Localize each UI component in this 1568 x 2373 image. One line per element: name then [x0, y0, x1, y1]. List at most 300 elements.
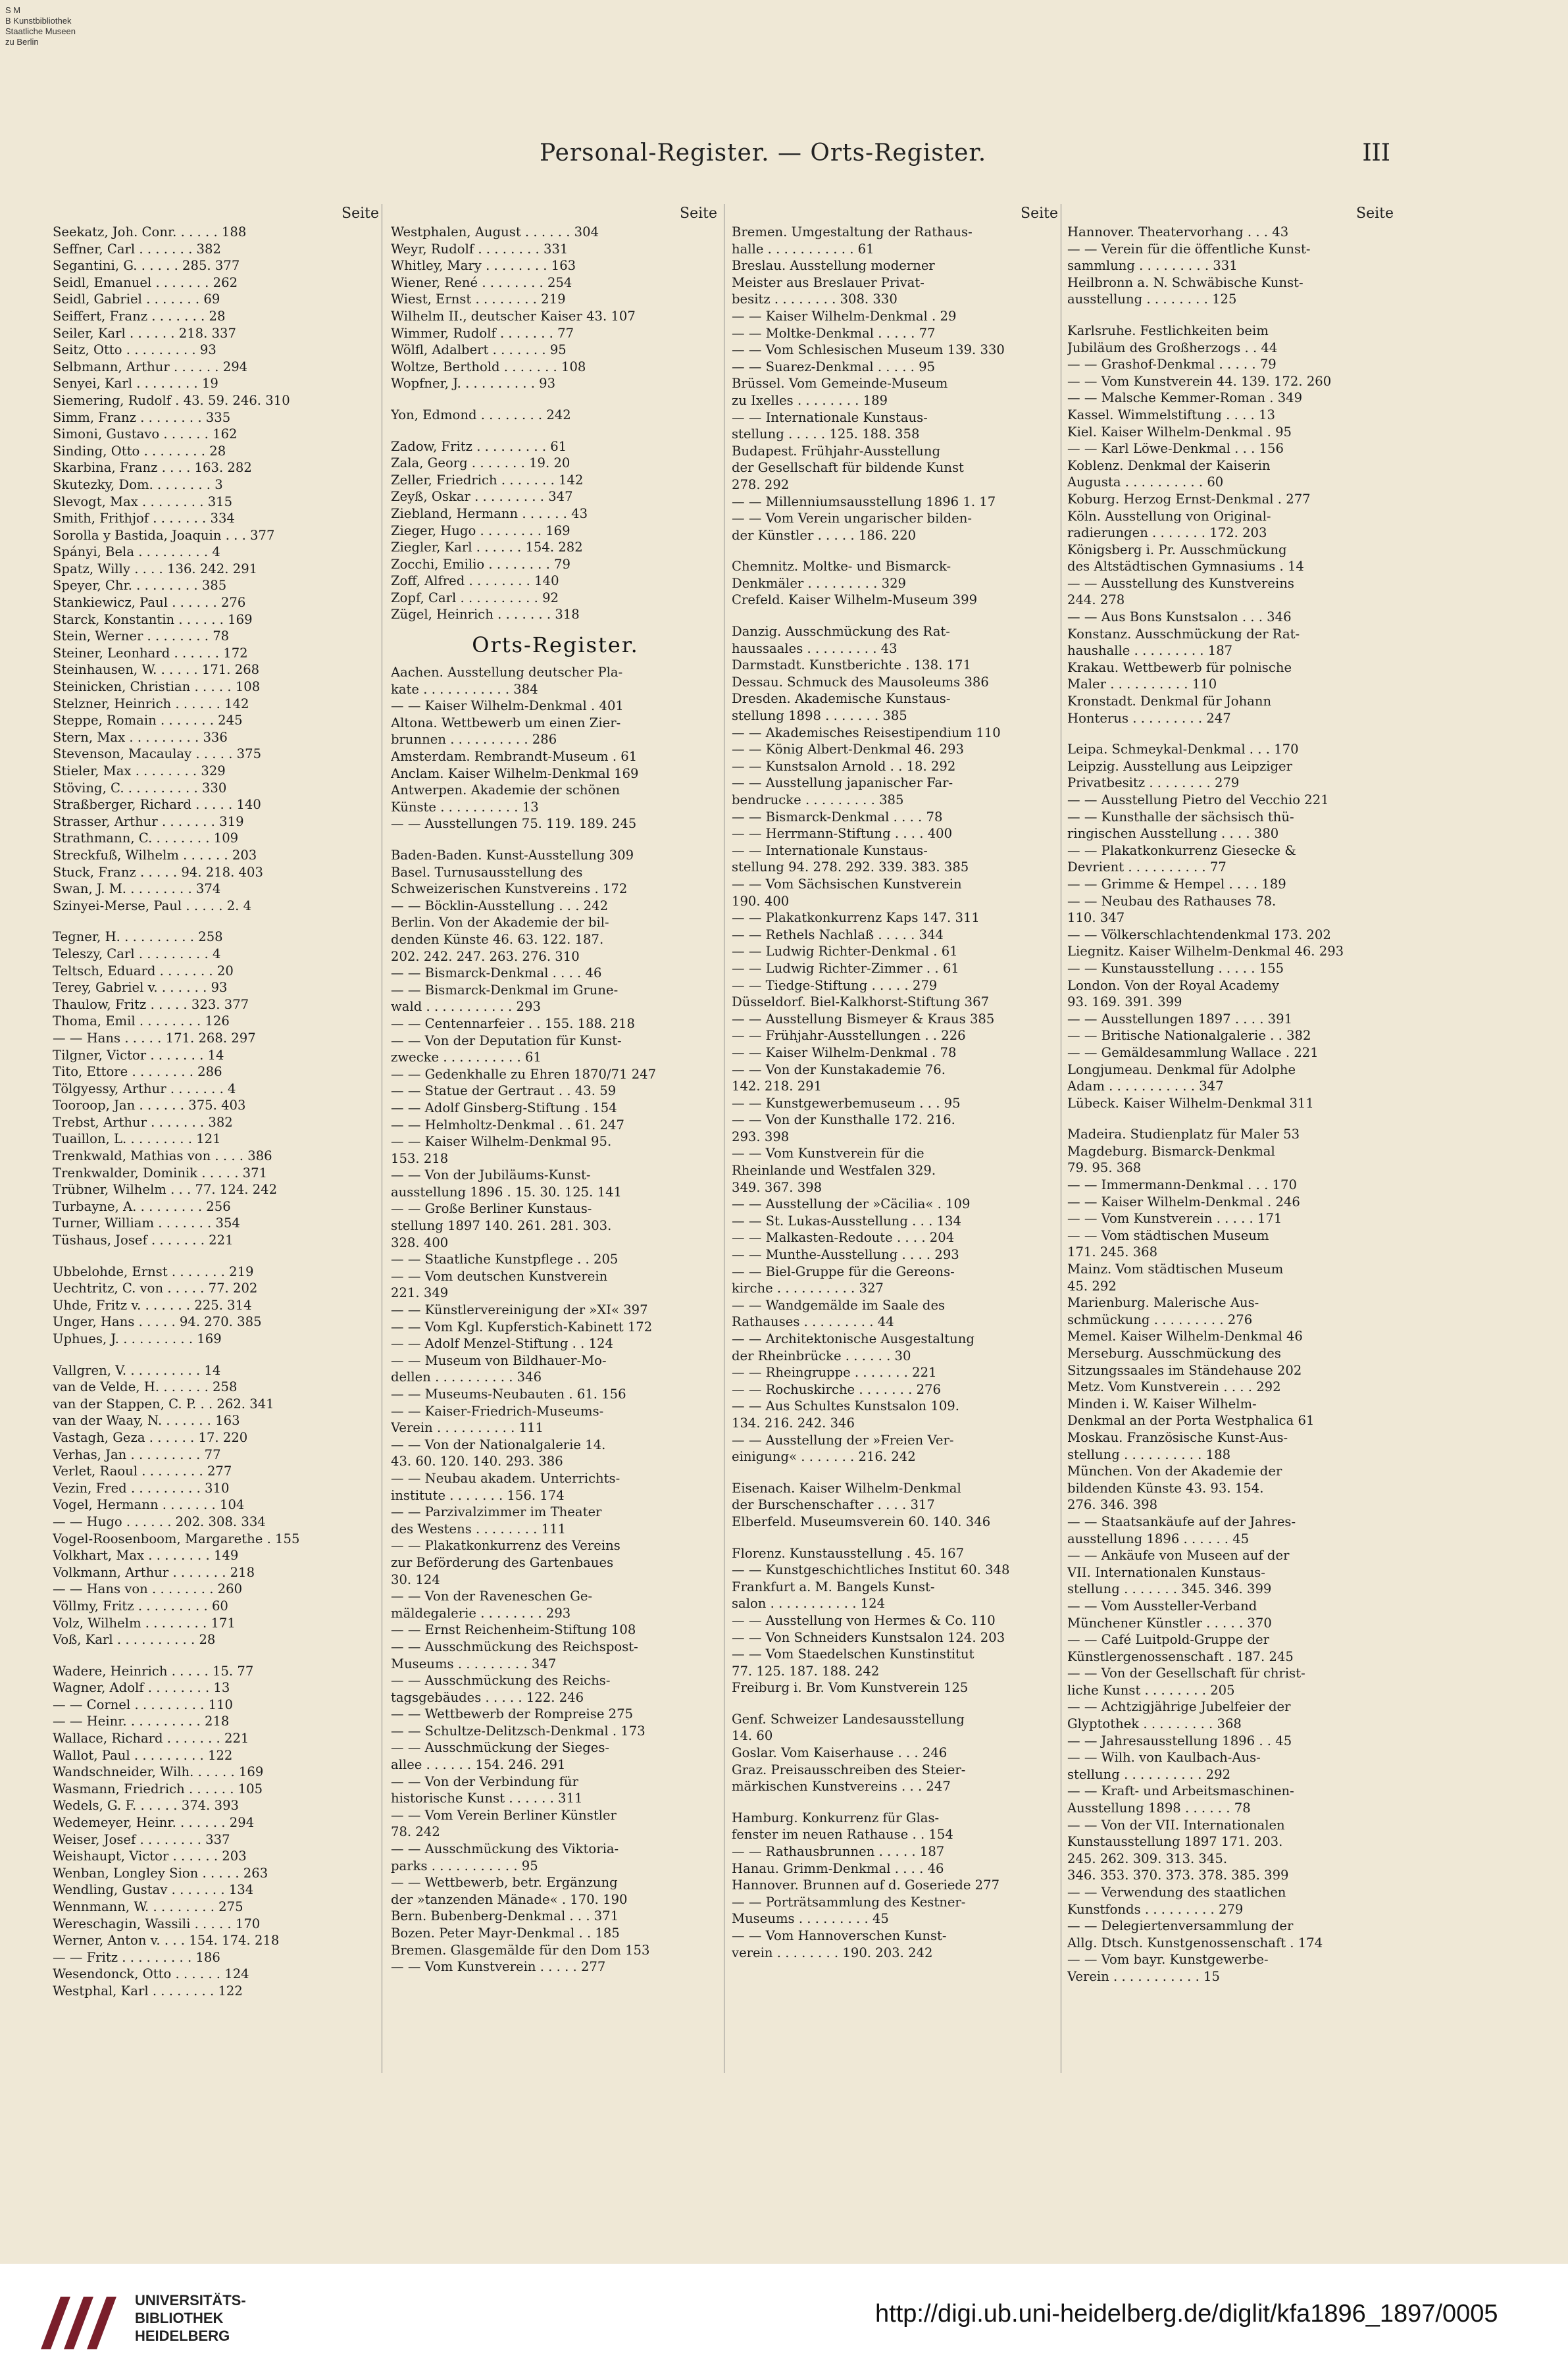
index-entry: — — Millenniumsausstellung 1896 1. 17: [732, 494, 996, 509]
index-entry: institute . . . . . . . 156. 174: [391, 1487, 565, 1503]
index-entry: — — Centennarfeier . . 155. 188. 218: [391, 1015, 635, 1031]
index-entry: 14. 60: [732, 1728, 773, 1744]
index-entry: — — Ankäufe von Museen auf der: [1067, 1548, 1290, 1564]
index-entry: — — Ausstellung japanischer Far-: [732, 775, 953, 791]
index-entry: — — Malsche Kemmer-Roman . 349: [1067, 390, 1303, 406]
index-entry: — — Museums-Neubauten . 61. 156: [391, 1387, 626, 1402]
index-entry: — — Große Berliner Kunstaus-: [391, 1201, 592, 1217]
page-number: III: [1362, 140, 1390, 166]
index-entry: Bremen. Glasgemälde für den Dom 153: [391, 1942, 650, 1958]
index-entry: Elberfeld. Museumsverein 60. 140. 346: [732, 1514, 991, 1529]
index-entry: Sorolla y Bastida, Joaquin . . . 377: [53, 527, 275, 543]
index-entry: — — Schultze-Delitzsch-Denkmal . 173: [391, 1723, 645, 1739]
index-entry: — — Internationale Kunstaus-: [732, 409, 928, 425]
index-entry: Museums . . . . . . . . . 45: [732, 1911, 889, 1927]
index-entry: Baden-Baden. Kunst-Ausstellung 309: [391, 848, 634, 863]
index-entry: — — Vom bayr. Kunstgewerbe-: [1067, 1952, 1269, 1968]
index-entry: — — Ausstellung des Kunstvereins: [1067, 575, 1294, 591]
index-entry: — — Vom städtischen Museum: [1067, 1227, 1269, 1243]
index-entry: — — Vom Kunstverein 44. 139. 172. 260: [1067, 373, 1332, 389]
index-entry: — — Vom Kunstverein . . . . . 277: [391, 1959, 606, 1975]
index-entry: — — Neubau akadem. Unterrichts-: [391, 1470, 620, 1486]
index-entry: Turbayne, A. . . . . . . . . 256: [53, 1198, 231, 1214]
index-entry: Münchener Künstler . . . . . 370: [1067, 1615, 1272, 1631]
index-entry: — — Delegiertenversammlung der: [1067, 1918, 1294, 1934]
section-gap: [391, 424, 720, 438]
index-entry: — — Von der VII. Internationalen: [1067, 1817, 1285, 1833]
index-entry: Starck, Konstantin . . . . . . 169: [53, 611, 253, 627]
index-entry: Aachen. Ausstellung deutscher Pla-: [391, 665, 623, 680]
index-entry: — — Vom Verein ungarischer bilden-: [732, 511, 973, 526]
index-entry: 328. 400: [391, 1235, 449, 1250]
index-entry: stellung 94. 278. 292. 339. 383. 385: [732, 859, 969, 875]
index-entry: — — Rathausbrunnen . . . . . 187: [732, 1844, 945, 1860]
index-entry: Stelzner, Heinrich . . . . . . 142: [53, 696, 249, 711]
index-entry: Künste . . . . . . . . . . 13: [391, 799, 539, 815]
index-entry: 134. 216. 242. 346: [732, 1415, 855, 1431]
index-entry: Zocchi, Emilio . . . . . . . . 79: [391, 556, 570, 572]
index-entry: — — Cornel . . . . . . . . . 110: [53, 1697, 234, 1712]
index-entry: — — Moltke-Denkmal . . . . . 77: [732, 325, 936, 341]
index-entry: Terey, Gabriel v. . . . . . . 93: [53, 980, 228, 996]
index-entry: — — Verein für die öffentliche Kunst-: [1067, 241, 1311, 257]
index-entry: — — Ausschmückung des Viktoria-: [391, 1841, 619, 1857]
index-entry: Glyptothek . . . . . . . . . 368: [1067, 1716, 1242, 1732]
index-entry: — — Herrmann-Stiftung . . . . 400: [732, 826, 953, 842]
index-entry: Vallgren, V. . . . . . . . . . 14: [53, 1362, 221, 1378]
index-entry: Zoff, Alfred . . . . . . . . 140: [391, 573, 559, 589]
index-entry: Streckfuß, Wilhelm . . . . . . 203: [53, 847, 257, 863]
index-entry: Strathmann, C. . . . . . . . 109: [53, 830, 239, 846]
index-entry: — — Adolf Menzel-Stiftung . . 124: [391, 1336, 613, 1352]
index-entry: Stieler, Max . . . . . . . . 329: [53, 763, 226, 778]
index-entry: Kronstadt. Denkmal für Johann: [1067, 694, 1272, 709]
index-entry: historische Kunst . . . . . . 311: [391, 1791, 583, 1806]
index-entry: Skutezky, Dom. . . . . . . . 3: [53, 476, 223, 492]
index-entry: — — Ludwig Richter-Zimmer . . 61: [732, 960, 959, 976]
index-entry: Westphalen, August . . . . . . 304: [391, 224, 599, 240]
source-url[interactable]: http://digi.ub.uni-heidelberg.de/diglit/kfa1896_1897/0005: [875, 2300, 1498, 2328]
index-entry: — — Kunstausstellung . . . . . 155: [1067, 960, 1284, 976]
index-entry: Metz. Vom Kunstverein . . . . 292: [1067, 1379, 1281, 1395]
index-entry: 293. 398: [732, 1129, 790, 1144]
index-entry: — — Vom Staedelschen Kunstinstitut: [732, 1646, 974, 1662]
index-entry: Breslau. Ausstellung moderner: [732, 258, 935, 274]
section-gap: [732, 1795, 1061, 1810]
index-entry: — — Frühjahr-Ausstellungen . . 226: [732, 1028, 966, 1044]
index-entry: — — Grashof-Denkmal . . . . . 79: [1067, 357, 1277, 372]
index-entry: VII. Internationalen Kunstaus-: [1067, 1564, 1265, 1580]
stamp-line: B Kunstbibliothek: [5, 16, 72, 26]
index-entry: — — Aus Schultes Kunstsalon 109.: [732, 1398, 959, 1414]
index-entry: 190. 400: [732, 893, 790, 909]
index-entry: Kassel. Wimmelstiftung . . . . 13: [1067, 407, 1275, 422]
index-entry: — — Ausstellung der »Cäcilia« . 109: [732, 1196, 971, 1212]
index-entry: 110. 347: [1067, 910, 1125, 926]
index-entry: — — Kaiser Wilhelm-Denkmal 95.: [391, 1134, 612, 1150]
column-head: Seite: [680, 205, 717, 222]
library-name-line: UNIVERSITÄTS-: [135, 2292, 246, 2309]
index-entry: 278. 292: [732, 476, 790, 492]
index-entry: Wennmann, W. . . . . . . . . 275: [53, 1899, 243, 1914]
index-entry: Tito, Ettore . . . . . . . . 286: [53, 1064, 222, 1080]
index-entry: Völlmy, Fritz . . . . . . . . . 60: [53, 1598, 228, 1614]
index-entry: Thoma, Emil . . . . . . . . 126: [53, 1013, 230, 1029]
index-entry: Marienburg. Malerische Aus-: [1067, 1295, 1259, 1311]
index-entry: Trübner, Wilhelm . . . 77. 124. 242: [53, 1182, 278, 1198]
index-entry: — — Von der Deputation für Kunst-: [391, 1033, 622, 1048]
index-entry: mäldegalerie . . . . . . . . 293: [391, 1605, 571, 1621]
library-name-line: BIBLIOTHEK: [135, 2310, 224, 2326]
index-entry: Westphal, Karl . . . . . . . . 122: [53, 1983, 243, 1999]
index-entry: Uphues, J. . . . . . . . . . 169: [53, 1331, 222, 1346]
index-entry: Weyr, Rudolf . . . . . . . . 331: [391, 241, 569, 257]
index-entry: Wopfner, J. . . . . . . . . . 93: [391, 376, 556, 392]
index-entry: Bozen. Peter Mayr-Denkmal . . 185: [391, 1926, 620, 1941]
index-entry: Meister aus Breslauer Privat-: [732, 274, 924, 290]
index-entry: — — Von der Kunsthalle 172. 216.: [732, 1112, 955, 1128]
index-entry: Rathauses . . . . . . . . . 44: [732, 1314, 894, 1330]
index-entry: — — Achtzigjährige Jubelfeier der: [1067, 1699, 1291, 1715]
index-entry: — — Wettbewerb der Rompreise 275: [391, 1706, 634, 1722]
section-gap: [732, 544, 1061, 558]
index-entry: — — Jahresausstellung 1896 . . 45: [1067, 1733, 1292, 1748]
index-entry: Uhde, Fritz v. . . . . . . 225. 314: [53, 1297, 252, 1313]
index-entry: der Rheinbrücke . . . . . . 30: [732, 1348, 911, 1364]
index-entry: — — Vom Aussteller-Verband: [1067, 1598, 1257, 1614]
index-entry: — — Von Schneiders Kunstsalon 124. 203: [732, 1629, 1005, 1645]
index-entry: 349. 367. 398: [732, 1179, 822, 1195]
index-entry: Stankiewicz, Paul . . . . . . 276: [53, 595, 246, 611]
index-entry: Ziebland, Hermann . . . . . . 43: [391, 505, 588, 521]
index-entry: — — Von der Raveneschen Ge-: [391, 1589, 593, 1604]
index-entry: Swan, J. M. . . . . . . . . 374: [53, 881, 221, 897]
index-entry: Wereschagin, Wassili . . . . . 170: [53, 1916, 261, 1931]
index-entry: Seidl, Gabriel . . . . . . . 69: [53, 292, 220, 307]
index-entry: Königsberg i. Pr. Ausschmückung: [1067, 542, 1287, 557]
page-header: [0, 140, 1568, 172]
section-gap: [732, 609, 1061, 623]
index-column-4: [1067, 204, 1396, 2073]
index-entry: — — Ausstellungen 75. 119. 189. 245: [391, 816, 637, 832]
index-entry: Goslar. Vom Kaiserhause . . . 246: [732, 1745, 948, 1761]
index-entry: Speyer, Chr. . . . . . . . . 385: [53, 578, 227, 594]
index-entry: Künstlergenossenschaft . 187. 245: [1067, 1648, 1294, 1664]
index-entry: Chemnitz. Moltke- und Bismarck-: [732, 559, 951, 574]
index-entry: Koblenz. Denkmal der Kaiserin: [1067, 457, 1271, 473]
index-entry: 93. 169. 391. 399: [1067, 994, 1182, 1010]
index-entry: — — Ausschmückung des Reichs-: [391, 1673, 611, 1689]
index-entry: brunnen . . . . . . . . . . 286: [391, 732, 557, 748]
index-entry: Seiler, Karl . . . . . . 218. 337: [53, 325, 236, 341]
index-entry: — — Internationale Kunstaus-: [732, 842, 928, 858]
index-entry: — — Von der Jubiläums-Kunst-: [391, 1167, 591, 1183]
index-entry: Unger, Hans . . . . . 94. 270. 385: [53, 1314, 262, 1330]
section-gap: [53, 1348, 382, 1362]
index-entry: des Altstädtischen Gymnasiums . 14: [1067, 559, 1304, 574]
index-entry: — — Grimme & Hempel . . . . 189: [1067, 876, 1286, 892]
running-title: Personal-Register. — Orts-Register.: [540, 140, 987, 166]
index-entry: Krakau. Wettbewerb für polnische: [1067, 659, 1292, 675]
index-entry: Wimmer, Rudolf . . . . . . . 77: [391, 325, 574, 341]
index-entry: Dessau. Schmuck des Mausoleums 386: [732, 674, 989, 690]
index-entry: — — Neubau des Rathauses 78.: [1067, 893, 1277, 909]
index-entry: Wasmann, Friedrich . . . . . . 105: [53, 1781, 263, 1797]
index-entry: zur Beförderung des Gartenbaues: [391, 1554, 614, 1570]
index-entry: Minden i. W. Kaiser Wilhelm-: [1067, 1396, 1257, 1412]
index-entry: Uechtritz, C. von . . . . . 77. 202: [53, 1281, 258, 1296]
index-entry: — — Statue der Gertraut . . 43. 59: [391, 1083, 617, 1099]
index-entry: Danzig. Ausschmückung des Rat-: [732, 624, 950, 640]
index-entry: Jubiläum des Großherzogs . . 44: [1067, 340, 1278, 355]
index-entry: — — Plakatkonkurrenz Kaps 147. 311: [732, 910, 980, 926]
section-gap: [53, 1249, 382, 1263]
index-entry: ausstellung 1896 . . . . . . 45: [1067, 1531, 1250, 1546]
index-entry: — — Ausstellung von Hermes & Co. 110: [732, 1612, 996, 1628]
index-entry: Karlsruhe. Festlichkeiten beim: [1067, 322, 1269, 338]
index-entry: — — Hugo . . . . . . 202. 308. 334: [53, 1514, 266, 1529]
index-entry: Magdeburg. Bismarck-Denkmal: [1067, 1143, 1275, 1159]
index-entry: Maler . . . . . . . . . . 110: [1067, 676, 1217, 692]
index-entry: Wedemeyer, Heinr. . . . . . . 294: [53, 1815, 255, 1831]
section-gap: [53, 1648, 382, 1663]
index-entry: — — Museum von Bildhauer-Mo-: [391, 1352, 607, 1368]
index-entry: Denkmal an der Porta Westphalica 61: [1067, 1413, 1315, 1429]
index-entry: Seiffert, Franz . . . . . . . 28: [53, 308, 226, 324]
index-entry: — — Café Luitpold-Gruppe der: [1067, 1632, 1269, 1648]
index-entry: — — Kunsthalle der sächsisch thü-: [1067, 809, 1294, 825]
index-entry: — — Rochuskirche . . . . . . . 276: [732, 1381, 941, 1397]
index-entry: Moskau. Französische Kunst-Aus-: [1067, 1429, 1288, 1445]
index-column-2: [391, 204, 720, 2073]
index-entry: salon . . . . . . . . . . . 124: [732, 1596, 886, 1612]
index-entry: — — Suarez-Denkmal . . . . . 95: [732, 359, 936, 374]
index-entry: Simm, Franz . . . . . . . . 335: [53, 409, 231, 425]
index-entry: 244. 278: [1067, 592, 1125, 608]
index-entry: Zügel, Heinrich . . . . . . . 318: [391, 607, 580, 623]
index-entry: Memel. Kaiser Wilhelm-Denkmal 46: [1067, 1329, 1303, 1344]
index-entry: haushalle . . . . . . . . . 187: [1067, 643, 1233, 659]
index-entry: — — Kraft- und Arbeitsmaschinen-: [1067, 1783, 1294, 1799]
index-entry: Volz, Wilhelm . . . . . . . . 171: [53, 1615, 236, 1631]
index-entry: — — Parzivalzimmer im Theater: [391, 1504, 602, 1520]
index-entry: Amsterdam. Rembrandt-Museum . 61: [391, 749, 638, 765]
index-entry: — — Vom Kunstverein . . . . . 171: [1067, 1211, 1282, 1227]
index-entry: Brüssel. Vom Gemeinde-Museum: [732, 376, 948, 392]
index-entry: Frankfurt a. M. Bangels Kunst-: [732, 1579, 935, 1595]
section-gap: [391, 832, 720, 847]
index-entry: Turner, William . . . . . . . 354: [53, 1215, 240, 1231]
index-entry: 171. 245. 368: [1067, 1244, 1158, 1260]
index-entry: — — König Albert-Denkmal 46. 293: [732, 742, 964, 757]
index-entry: — — Staatliche Kunstpflege . . 205: [391, 1252, 619, 1267]
index-entry: — — Ernst Reichenheim-Stiftung 108: [391, 1622, 636, 1638]
index-entry: halle . . . . . . . . . . . 61: [732, 241, 874, 257]
index-entry: — — Vom Kgl. Kupferstich-Kabinett 172: [391, 1319, 653, 1335]
index-entry: Wölfl, Adalbert . . . . . . . 95: [391, 342, 567, 358]
index-entry: kate . . . . . . . . . . . 384: [391, 681, 538, 697]
index-entry: kirche . . . . . . . . . . 327: [732, 1281, 884, 1296]
index-entry: Weiser, Josef . . . . . . . . 337: [53, 1831, 230, 1847]
index-entry: einigung« . . . . . . . 216. 242: [732, 1449, 916, 1465]
index-entry: — — Bismarck-Denkmal im Grune-: [391, 982, 619, 998]
index-entry: stellung . . . . . . . . . . 188: [1067, 1446, 1231, 1462]
index-entry: bildenden Künste 43. 93. 154.: [1067, 1480, 1264, 1496]
index-column-3: [732, 204, 1061, 2073]
index-entry: Zeller, Friedrich . . . . . . . 142: [391, 472, 584, 488]
index-entry: Basel. Turnusausstellung des: [391, 864, 583, 880]
column-head: Seite: [1356, 205, 1394, 222]
index-entry: — — Tiedge-Stiftung . . . . . 279: [732, 977, 938, 993]
index-entry: Stuck, Franz . . . . . 94. 218. 403: [53, 864, 263, 880]
index-entry: der Burschenschafter . . . . 317: [732, 1497, 935, 1513]
index-entry: Museums . . . . . . . . . 347: [391, 1656, 557, 1671]
index-entry: — — Bismarck-Denkmal . . . . 78: [732, 809, 943, 825]
index-entry: — — Vom Kunstverein für die: [732, 1146, 924, 1161]
index-entry: märkischen Kunstvereins . . . 247: [732, 1779, 951, 1795]
index-entry: Wedels, G. F. . . . . . 374. 393: [53, 1798, 239, 1814]
index-entry: — — Ausstellung Bismeyer & Kraus 385: [732, 1011, 995, 1027]
index-entry: Seekatz, Joh. Conr. . . . . . 188: [53, 224, 247, 240]
index-entry: Ziegler, Karl . . . . . . 154. 282: [391, 540, 583, 555]
index-entry: — — Von der Gesellschaft für christ-: [1067, 1666, 1305, 1681]
index-entry: Adam . . . . . . . . . . . 347: [1067, 1079, 1224, 1094]
university-library-logo: [34, 2290, 133, 2356]
index-entry: Spatz, Willy . . . . 136. 242. 291: [53, 561, 258, 576]
index-entry: Tooroop, Jan . . . . . . 375. 403: [53, 1098, 246, 1113]
index-entry: Kiel. Kaiser Wilhelm-Denkmal . 95: [1067, 424, 1292, 440]
index-entry: Wendling, Gustav . . . . . . . 134: [53, 1882, 254, 1898]
index-entry: Stein, Werner . . . . . . . . 78: [53, 628, 230, 644]
index-entry: Verein . . . . . . . . . . . 15: [1067, 1968, 1220, 1984]
index-entry: Tüshaus, Josef . . . . . . . 221: [53, 1233, 234, 1248]
index-entry: wald . . . . . . . . . . . 293: [391, 999, 541, 1015]
index-entry: Teltsch, Eduard . . . . . . . 20: [53, 963, 234, 979]
index-entry: London. Von der Royal Academy: [1067, 977, 1279, 993]
index-entry: — — Vom Sächsischen Kunstverein: [732, 876, 962, 892]
index-entry: — — Kaiser Wilhelm-Denkmal . 29: [732, 308, 957, 324]
index-entry: Wallace, Richard . . . . . . . 221: [53, 1731, 249, 1747]
index-entry: Seffner, Carl . . . . . . . 382: [53, 241, 221, 257]
index-entry: Denkmäler . . . . . . . . . 329: [732, 575, 907, 591]
index-entry: Zieger, Hugo . . . . . . . . 169: [391, 523, 570, 538]
index-entry: Zeyß, Oskar . . . . . . . . . 347: [391, 489, 573, 505]
index-entry: — — Immermann-Denkmal . . . 170: [1067, 1177, 1297, 1193]
index-entry: Simoni, Gustavo . . . . . . 162: [53, 426, 238, 442]
section-gap: [391, 392, 720, 407]
index-entry: Thaulow, Fritz . . . . . 323. 377: [53, 996, 249, 1012]
index-entry: zwecke . . . . . . . . . . 61: [391, 1050, 542, 1065]
library-stamp: [5, 5, 76, 47]
section-gap: [1067, 727, 1396, 741]
index-entry: Yon, Edmond . . . . . . . . 242: [391, 407, 571, 422]
index-entry: Tuaillon, L. . . . . . . . . 121: [53, 1131, 221, 1147]
index-entry: Weishaupt, Victor . . . . . . 203: [53, 1849, 247, 1864]
index-entry: Bremen. Umgestaltung der Rathaus-: [732, 224, 973, 240]
index-entry: Vastagh, Geza . . . . . . 17. 220: [53, 1429, 248, 1445]
index-entry: Trenkwalder, Dominik . . . . . 371: [53, 1165, 268, 1181]
index-entry: sammlung . . . . . . . . . 331: [1067, 258, 1238, 274]
column-head: Seite: [1021, 205, 1058, 222]
index-entry: — — St. Lukas-Ausstellung . . . 134: [732, 1213, 961, 1229]
index-entry: Tölgyessy, Arthur . . . . . . . 4: [53, 1081, 236, 1096]
index-entry: 202. 242. 247. 263. 276. 310: [391, 948, 580, 964]
index-entry: Crefeld. Kaiser Wilhelm-Museum 399: [732, 592, 978, 608]
index-entry: Darmstadt. Kunstberichte . 138. 171: [732, 657, 971, 673]
index-entry: Wallot, Paul . . . . . . . . . 122: [53, 1747, 233, 1763]
section-gap: [1067, 1111, 1396, 1126]
index-entry: zu Ixelles . . . . . . . . 189: [732, 392, 888, 408]
index-entry: Smith, Frithjof . . . . . . . 334: [53, 511, 235, 526]
index-entry: — — Wettbewerb, betr. Ergänzung: [391, 1875, 618, 1891]
index-entry: Sitzungssaales im Ständehause 202: [1067, 1362, 1302, 1378]
library-name-line: HEIDELBERG: [135, 2328, 230, 2344]
index-entry: Zopf, Carl . . . . . . . . . . 92: [391, 590, 559, 605]
index-entry: — — Staatsankäufe auf der Jahres-: [1067, 1514, 1296, 1529]
index-entry: Freiburg i. Br. Vom Kunstverein 125: [732, 1680, 969, 1696]
index-entry: Hamburg. Konkurrenz für Glas-: [732, 1810, 940, 1825]
index-entry: bendrucke . . . . . . . . . 385: [732, 792, 904, 807]
index-entry: — — Vom Hannoverschen Kunst-: [732, 1928, 947, 1943]
section-gap: [732, 1697, 1061, 1711]
index-entry: — — Hans von . . . . . . . . 260: [53, 1581, 243, 1597]
index-entry: parks . . . . . . . . . . . 95: [391, 1858, 538, 1874]
index-entry: Volkhart, Max . . . . . . . . 149: [53, 1548, 239, 1564]
index-entry: Voß, Karl . . . . . . . . . . 28: [53, 1632, 216, 1648]
index-entry: — — Von der Kunstakademie 76.: [732, 1061, 946, 1077]
index-entry: haussaales . . . . . . . . . 43: [732, 640, 898, 656]
index-entry: Wadere, Heinrich . . . . . 15. 77: [53, 1663, 254, 1679]
index-entry: Merseburg. Ausschmückung des: [1067, 1346, 1281, 1361]
index-entry: 346. 353. 370. 373. 378. 385. 399: [1067, 1868, 1289, 1883]
index-entry: — — Kunstgewerbemuseum . . . 95: [732, 1095, 961, 1111]
index-entry: Anclam. Kaiser Wilhelm-Denkmal 169: [391, 765, 639, 781]
index-entry: van der Stappen, C. P. . . 262. 341: [53, 1396, 274, 1412]
index-entry: — — Ausstellungen 1897 . . . . 391: [1067, 1011, 1293, 1027]
index-entry: Zadow, Fritz . . . . . . . . . 61: [391, 438, 567, 454]
index-entry: — — Ausstellung der »Freien Ver-: [732, 1432, 954, 1448]
index-entry: Genf. Schweizer Landesausstellung: [732, 1711, 965, 1727]
index-entry: — — Kunstsalon Arnold . . 18. 292: [732, 758, 956, 774]
index-entry: München. Von der Akademie der: [1067, 1464, 1282, 1479]
index-entry: 77. 125. 187. 188. 242: [732, 1663, 880, 1679]
index-entry: Heilbronn a. N. Schwäbische Kunst-: [1067, 274, 1303, 290]
index-entry: Wiest, Ernst . . . . . . . . 219: [391, 292, 566, 307]
index-entry: Kunstausstellung 1897 171. 203.: [1067, 1834, 1283, 1850]
index-entry: — — Plakatkonkurrenz des Vereins: [391, 1538, 620, 1554]
index-entry: ringischen Ausstellung . . . . 380: [1067, 826, 1279, 842]
index-entry: Stevenson, Macaulay . . . . . 375: [53, 746, 262, 762]
index-entry: — — Ausschmückung der Sieges-: [391, 1740, 610, 1756]
index-entry: der »tanzenden Mänade« . 170. 190: [391, 1891, 628, 1907]
index-entry: Devrient . . . . . . . . . . 77: [1067, 859, 1227, 875]
index-entry: Mainz. Vom städtischen Museum: [1067, 1262, 1284, 1277]
index-entry: 30. 124: [391, 1571, 440, 1587]
index-entry: — — Heinr. . . . . . . . . . 218: [53, 1714, 230, 1729]
index-entry: Budapest. Frühjahr-Ausstellung: [732, 443, 940, 459]
index-entry: Hannover. Theatervorhang . . . 43: [1067, 224, 1289, 240]
index-entry: — — Wandgemälde im Saale des: [732, 1297, 946, 1313]
index-entry: denden Künste 46. 63. 122. 187.: [391, 931, 604, 947]
index-entry: Antwerpen. Akademie der schönen: [391, 782, 620, 798]
index-entry: Stern, Max . . . . . . . . . 336: [53, 729, 228, 745]
index-entry: Vogel, Hermann . . . . . . . 104: [53, 1497, 245, 1513]
index-entry: — — Kaiser Wilhelm-Denkmal . 401: [391, 698, 624, 714]
index-entry: 276. 346. 398: [1067, 1497, 1158, 1513]
index-entry: Tegner, H. . . . . . . . . . 258: [53, 929, 223, 945]
index-entry: stellung . . . . . . . 345. 346. 399: [1067, 1581, 1272, 1597]
index-entry: Spányi, Bela . . . . . . . . . 4: [53, 544, 220, 560]
